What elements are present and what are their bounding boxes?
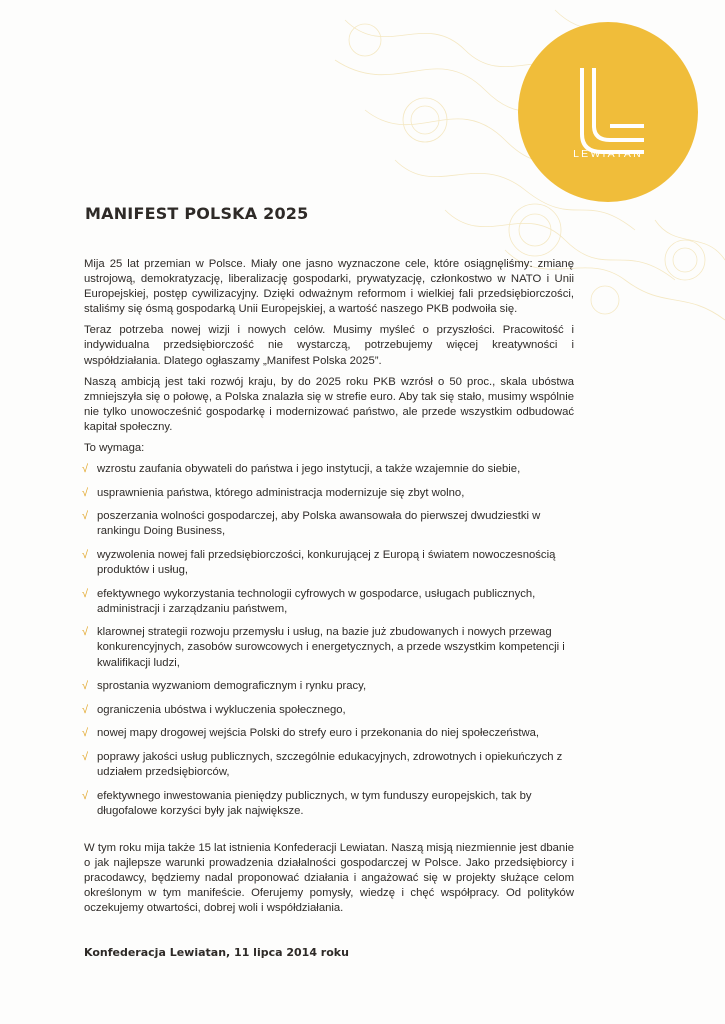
requirements-intro: To wymaga: bbox=[84, 442, 145, 455]
document-title: MANIFEST POLSKA 2025 bbox=[85, 204, 309, 223]
list-item bbox=[84, 587, 574, 617]
list-item bbox=[84, 679, 574, 694]
list-item-text: klarownej strategii rozwoju przemysłu i usług, na bazie już zbudowanych i nowych przewag konkurencyjnych, zasobów surowcowych i energetycznych, a przede wszystkim kompetencji i kwalifikacji ludzi, bbox=[97, 626, 565, 669]
check-icon: √ bbox=[82, 486, 89, 499]
list-item bbox=[84, 750, 574, 780]
list-item bbox=[84, 486, 574, 501]
closing-paragraph: W tym roku mija także 15 lat istnienia Konfederacji Lewiatan. Naszą misją niezmiennie jest dbanie o jak najlepsze warunki prowadzenia działalności gospodarczej w Polsce. Jako przedsiębiorcy i pracodawcy, będziemy nadal proponować działania i angażować się w projekty służące celom określonym w tym manifeście. Oferujemy pomysły, wiedzę i chęć współpracy. Od polityków oczekujemy otwartości, dobrej woli i współdziałania. bbox=[84, 841, 574, 915]
list-item-text: ograniczenia ubóstwa i wykluczenia społecznego, bbox=[97, 703, 346, 716]
requirements-list bbox=[84, 462, 574, 819]
list-item bbox=[84, 509, 574, 539]
list-item bbox=[84, 789, 574, 819]
lewiatan-logo bbox=[518, 22, 698, 202]
list-item bbox=[84, 726, 574, 741]
list-item-text: poprawy jakości usług publicznych, szczególnie edukacyjnych, zdrowotnych i opiekuńczych z udziałem przedsiębiorców, bbox=[97, 750, 563, 779]
list-item-text: poszerzania wolności gospodarczej, aby Polska awansowała do pierwszej dwudziestki w rankingu Doing Business, bbox=[97, 510, 541, 538]
check-icon: √ bbox=[82, 549, 89, 561]
list-item bbox=[84, 548, 574, 578]
lewiatan-logo-mark-icon bbox=[574, 64, 648, 160]
list-item-text: usprawnienia państwa, którego administracja modernizuje się zbyt wolno, bbox=[97, 486, 465, 499]
list-item bbox=[84, 625, 574, 670]
list-item-text: nowej mapy drogowej wejścia Polski do strefy euro i przekonania do niej społeczeństwa, bbox=[97, 727, 540, 740]
list-item-text: efektywnego inwestowania pieniędzy publicznych, w tym funduszy europejskich, tak by długofalowe korzyści były jak największe. bbox=[97, 789, 532, 817]
list-item-text: sprostania wyzwaniom demograficznym i rynku pracy, bbox=[97, 680, 367, 693]
list-item-text: wzrostu zaufania obywateli do państwa i jego instytucji, a także wzajemnie do siebie, bbox=[97, 463, 521, 476]
paragraph: Mija 25 lat przemian w Polsce. Miały one jasno wyznaczone cele, które osiągnęliśmy: zmianę ustrojową, demokratyzację, liberalizację gospodarki, prywatyzację, członkostwo w NATO i Unii Europejskiej, postęp cywilizacyjny. Dzięki odważnym reformom i wielkiej fali przedsiębiorczości, staliśmy się ósmą gospodarką Unii Europejskiej, a wartość naszego PKB podwoiła się. bbox=[84, 258, 574, 316]
list-item-text: wyzwolenia nowej fali przedsiębiorczości, konkurującej z Europą i światem nowoczesnością produktów i usług, bbox=[97, 549, 556, 577]
list-item-text: efektywnego wykorzystania technologii cyfrowych w gospodarce, usługach publicznych, administracji i zarządzaniu państwem, bbox=[97, 587, 536, 615]
check-icon: √ bbox=[82, 727, 89, 740]
paragraph: Naszą ambicją jest taki rozwój kraju, by do 2025 roku PKB wzrósł o 50 proc., skala ubóstwa zmniejszyła się o połowę, a Polska znalazła się w strefie euro. Aby tak się stało, musimy wspólnie nie tylko unowocześnić gospodarkę i modernizować państwo, ale przede wszystkim odbudować kapitał społeczny. bbox=[84, 375, 574, 433]
signature: Konfederacja Lewiatan, 11 lipca 2014 roku bbox=[84, 946, 349, 959]
list-item bbox=[84, 703, 574, 718]
logo-text: LEWIATAN bbox=[573, 148, 643, 160]
check-icon: √ bbox=[82, 587, 89, 600]
document-body bbox=[84, 257, 574, 922]
check-icon: √ bbox=[82, 703, 89, 716]
check-icon: √ bbox=[82, 750, 89, 763]
check-icon: √ bbox=[82, 680, 89, 693]
check-icon: √ bbox=[82, 789, 89, 802]
check-icon: √ bbox=[82, 463, 89, 476]
check-icon: √ bbox=[82, 510, 89, 523]
paragraph: Teraz potrzeba nowej wizji i nowych celów. Musimy myśleć o przyszłości. Pracowitość i indywidualna przedsiębiorczość nie wystarczą, potrzebujemy więcej kreatywności i współdziałania. Dlatego ogłaszamy „Manifest Polska 2025”. bbox=[84, 324, 574, 367]
list-item bbox=[84, 462, 574, 477]
check-icon: √ bbox=[82, 626, 89, 639]
